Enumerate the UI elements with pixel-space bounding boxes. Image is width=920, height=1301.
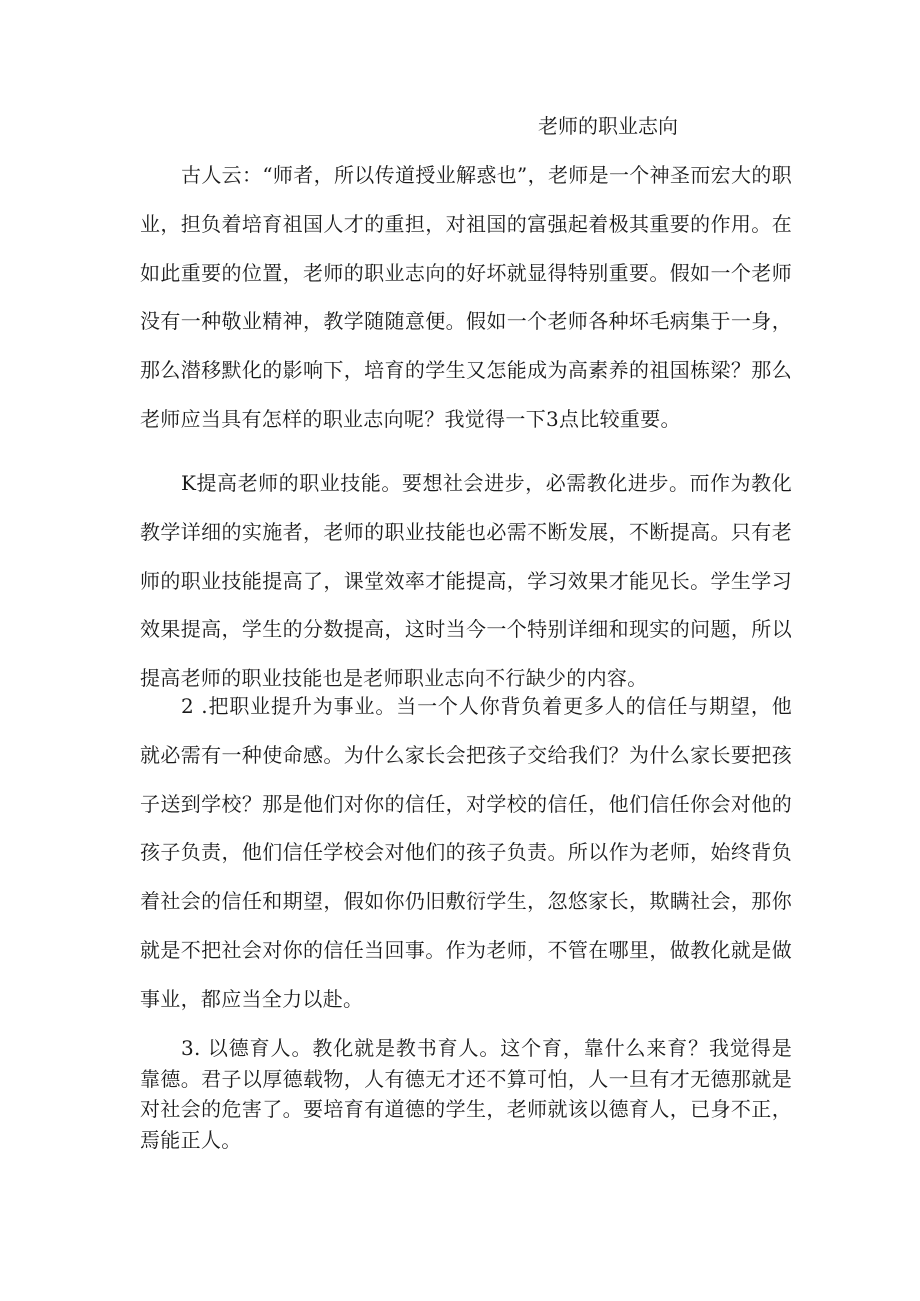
paragraph-point-1: K提高老师的职业技能。要想社会进步，必需教化进步。而作为教化教学详细的实施者，老师的职业技能也必需不断发展，不断提高。只有老师的职业技能提高了，课堂效率才能提高，学习效果才能见长。学生学习效果提高，学生的分数提高，这时当今一个特别详细和现实的问题，所以提高老师的职业技能也是老师职业志向不行缺少的内容。 xyxy=(140,471,792,691)
paragraph-point-2: 2 .把职业提升为事业。当一个人你背负着更多人的信任与期望，他就必需有一种使命感。为什么家长会把孩子交给我们？为什么家长要把孩子送到学校？那是他们对你的信任，对学校的信任，他们信任你会对他的孩子负责，他们信任学校会对他们的孩子负责。所以作为老师，始终背负着社会的信任和期望，假如你仍旧敷衍学生，忽悠家长，欺瞒社会，那你就是不把社会对你的信任当回事。作为老师，不管在哪里，做教化就是做事业，都应当全力以赴。 xyxy=(140,694,792,1011)
document-title: 老师的职业志向 xyxy=(538,114,678,138)
paragraph-point-3: 3. 以德育人。教化就是教书育人。这个育，靠什么来育？我觉得是靠德。君子以厚德载物，人有德无才还不算可怕，人一旦有才无德那就是对社会的危害了。要培育有道德的学生，老师就该以德育人，已身不正，焉能正人。 xyxy=(140,1036,792,1152)
paragraph-intro: 古人云：“师者，所以传道授业解惑也”，老师是一个神圣而宏大的职业，担负着培育祖国人才的重担，对祖国的富强起着极其重要的作用。在如此重要的位置，老师的职业志向的好坏就显得特别重要。假如一个老师没有一种敬业精神，教学随随意便。假如一个老师各种坏毛病集于一身，那么潜移默化的影响下，培育的学生又怎能成为高素养的祖国栋梁？那么老师应当具有怎样的职业志向呢？我觉得一下3点比较重要。 xyxy=(140,163,792,431)
